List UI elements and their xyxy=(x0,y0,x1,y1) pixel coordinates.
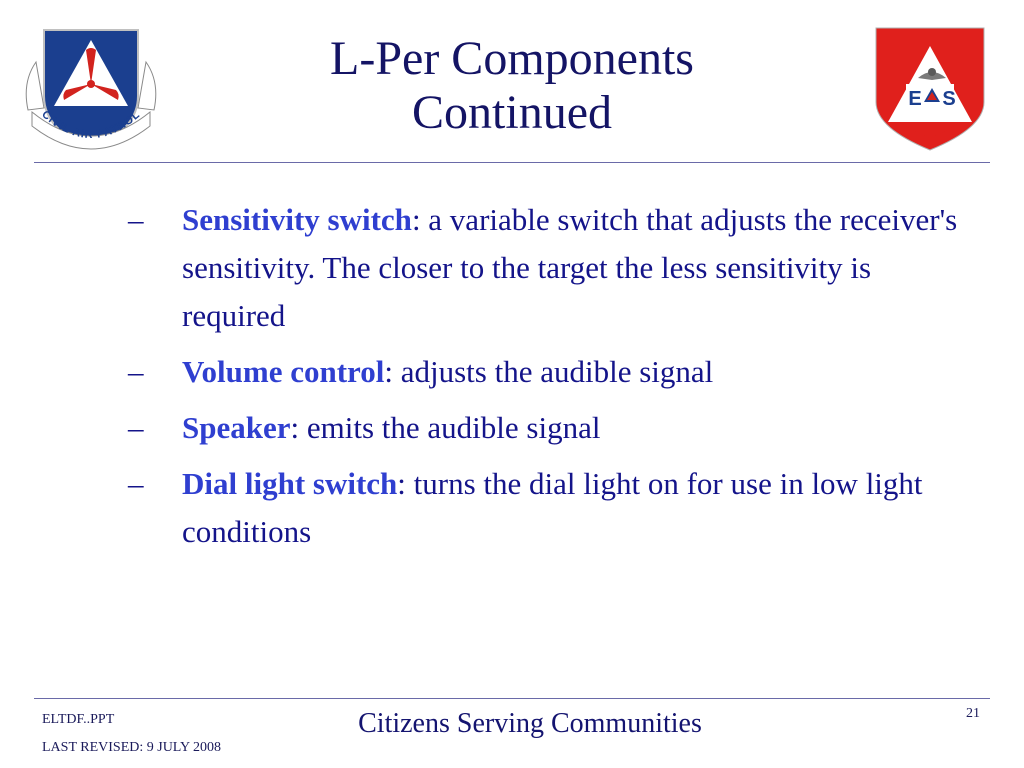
shield-letter-e: E xyxy=(908,88,922,110)
item-term: Speaker xyxy=(182,410,291,445)
component-list xyxy=(120,196,960,564)
slide-number: 21 xyxy=(966,706,980,721)
bullet-dash: – xyxy=(128,410,144,445)
title-line-1: L-Per Components xyxy=(330,32,694,85)
list-item xyxy=(120,196,960,340)
slide-title xyxy=(200,32,824,140)
footer-divider xyxy=(34,698,990,699)
civil-air-patrol-logo xyxy=(22,22,160,156)
title-line-2: Continued xyxy=(412,86,612,139)
item-description: : a variable switch that adjusts the receiver's sensitivity. The closer to the target the less sensitivity is required xyxy=(182,202,958,333)
footer-revision-date: LAST REVISED: 9 JULY 2008 xyxy=(42,740,222,755)
list-item xyxy=(120,348,960,396)
item-term: Dial light switch xyxy=(182,466,398,501)
bullet-dash: – xyxy=(128,354,144,389)
bullet-dash: – xyxy=(128,202,144,237)
list-item xyxy=(120,460,960,556)
shield-letter-s: S xyxy=(942,88,956,110)
item-description: : adjusts the audible signal xyxy=(384,354,714,389)
footer-filename: ELTDF..PPT xyxy=(42,712,115,727)
footer-info xyxy=(42,706,221,762)
header-divider xyxy=(34,162,990,163)
item-description: : turns the dial light on for use in low light conditions xyxy=(182,466,923,549)
emergency-services-logo xyxy=(868,22,992,154)
footer-tagline: Citizens Serving Communities xyxy=(358,708,702,739)
item-description: : emits the audible signal xyxy=(290,410,601,445)
seal-ribbon-text: CIVIL AIR PATROL xyxy=(39,108,143,142)
item-term: Volume control xyxy=(182,354,385,389)
item-term: Sensitivity switch xyxy=(182,202,412,237)
bullet-dash: – xyxy=(128,466,144,501)
list-item xyxy=(120,404,960,452)
